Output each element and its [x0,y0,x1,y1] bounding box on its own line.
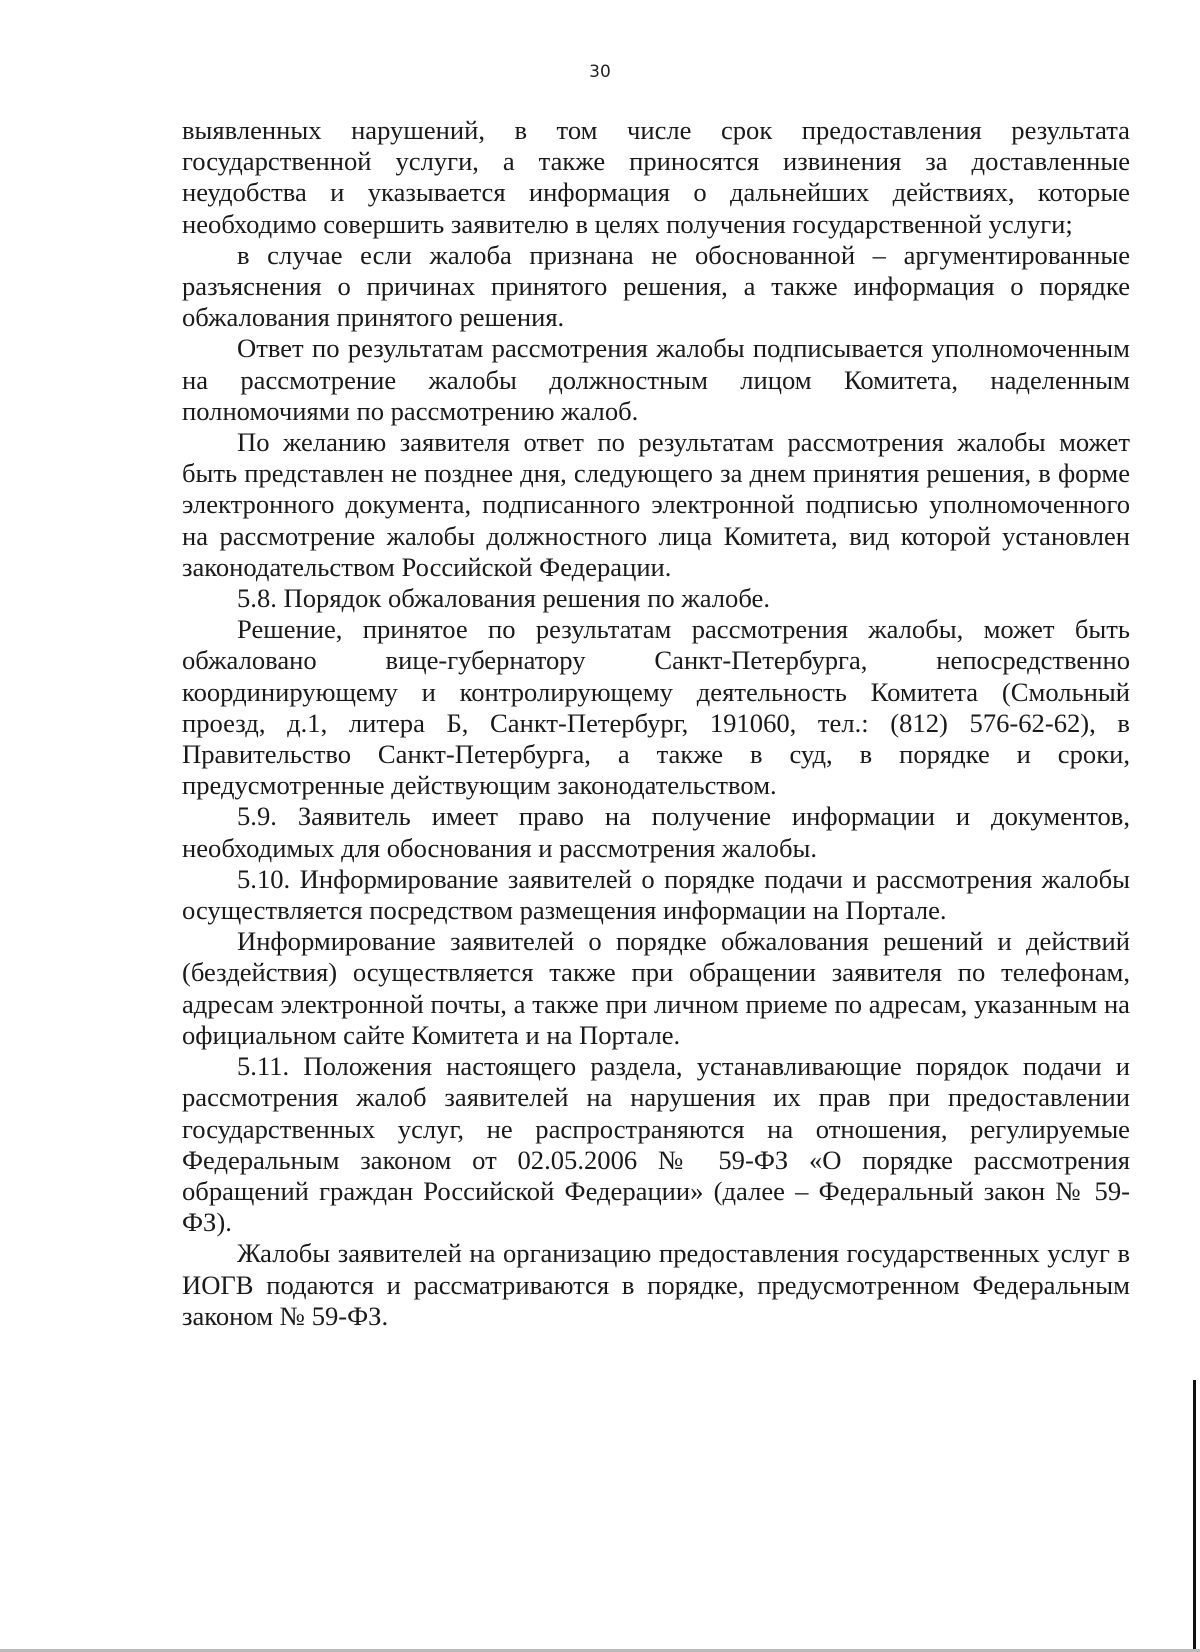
section-5-8-heading: 5.8. Порядок обжалования решения по жалобе. [237,583,770,614]
section-5-10: 5.10. Информирование заявителей о порядке подачи и рассмотрения жалобы осуществляется посредством размещения информации на Портале. [182,863,1130,926]
paragraph-iogv-complaints: Жалобы заявителей на организацию предоставления государственных услуг в ИОГВ подаются и рассматриваются в порядке, предусмотренном Федеральным законом № 59-ФЗ. [182,1238,1130,1331]
document-body [182,115,1130,1332]
paragraph-appeal-procedure: Решение, принятое по результатам рассмотрения жалобы, может быть обжаловано вице-губернатору Санкт-Петербурга, непосредственно координирующему и контролирующему деятельность Комитета (Смольный проезд, д.1, литера Б, Санкт-Петербург, 191060, тел.: (812) 576-62-62), в Правительство Санкт-Петербурга, а также в суд, в порядке и сроки, предусмотренные действующим законодательством. [182,614,1130,801]
paragraph-response-signature: Ответ по результатам рассмотрения жалобы подписывается уполномоченным на рассмотрение жалобы должностным лицом Комитета, наделенным полномочиями по рассмотрению жалоб. [182,333,1130,426]
paragraph-outcome-continued: выявленных нарушений, в том числе срок предоставления результата государственной услуги, а также приносятся извинения за доставленные неудобства и указывается информация о дальнейших действиях, которые необходимо совершить заявителю в целях получения государственной услуги; [182,115,1130,239]
paragraph-informing-applicants: Информирование заявителей о порядке обжалования решений и действий (бездействия) осуществляется также при обращении заявителя по телефонам, адресам электронной почты, а также при личном приеме по адресам, указанным на официальном сайте Комитета и на Портале. [182,926,1130,1050]
section-5-11: 5.11. Положения настоящего раздела, устанавливающие порядок подачи и рассмотрения жалоб заявителей на нарушения их прав при предоставлении государственных услуг, не распространяются на отношения, регулируемые Федеральным законом от 02.05.2006 № 59-ФЗ «О порядке рассмотрения обращений граждан Российской Федерации» (далее – Федеральный закон № 59-ФЗ). [182,1051,1130,1238]
section-5-9: 5.9. Заявитель имеет право на получение информации и документов, необходимых для обоснования и рассмотрения жалобы. [182,801,1130,863]
scan-edge-right [1193,1380,1196,1652]
paragraph-unfounded-complaint: в случае если жалоба признана не обоснованной – аргументированные разъяснения о причинах принятого решения, а также информация о порядке обжалования принятого решения. [182,239,1130,333]
paragraph-electronic-response: По желанию заявителя ответ по результатам рассмотрения жалобы может быть представлен не позднее дня, следующего за днем принятия решения, в форме электронного документа, подписанного электронной подписью уполномоченного на рассмотрение жалобы должностного лица Комитета, вид которой установлен законодательством Российской Федерации. [182,427,1130,582]
page-number: 30 [589,62,611,82]
